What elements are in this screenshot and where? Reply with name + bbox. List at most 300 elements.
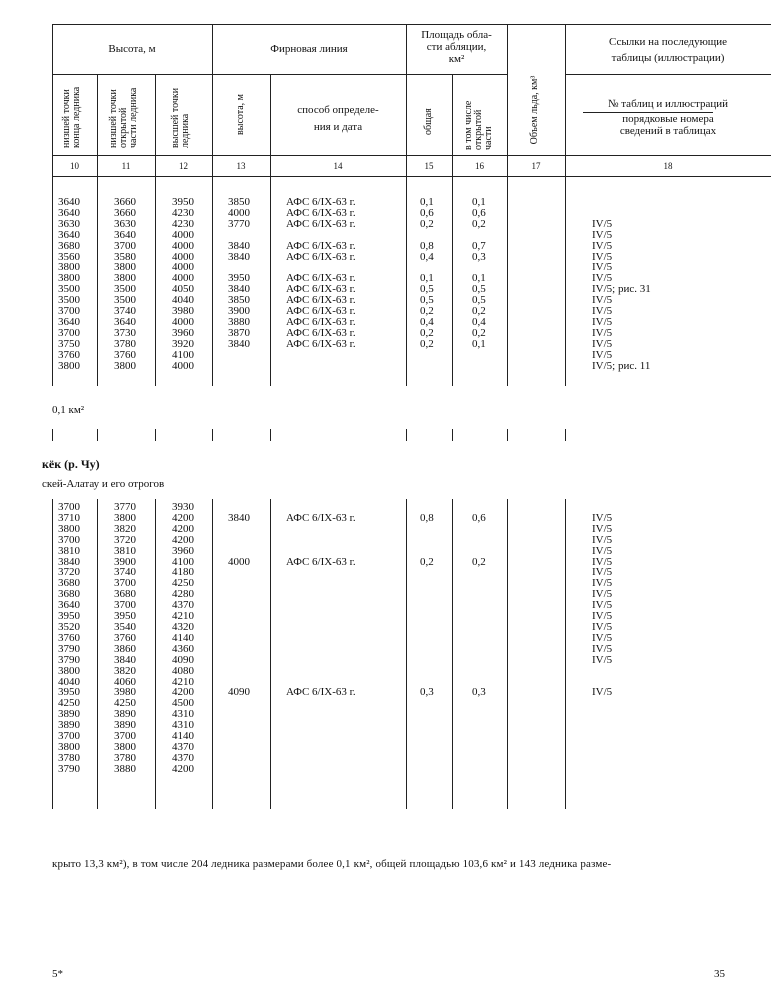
table-cell	[420, 698, 450, 709]
table-cell: АФС 6/IX-63 г.	[286, 196, 356, 208]
block2-divider-8	[507, 499, 508, 809]
table-cell: 3860	[114, 642, 136, 655]
table-cell: 3740	[114, 566, 136, 579]
table-cell: 4250	[172, 577, 194, 590]
table-cell: IV/5	[592, 686, 613, 699]
tick-9	[565, 429, 566, 441]
table-cell: 4000	[228, 555, 250, 568]
table-cell: IV/5; рис. 11	[592, 359, 651, 372]
header-top-rule	[52, 24, 771, 25]
table-cell: 4000	[172, 315, 194, 328]
table-cell: 3800	[114, 359, 136, 372]
block1-divider-5	[270, 176, 271, 386]
table-cell	[472, 666, 502, 677]
table-cell: 3800	[114, 261, 136, 274]
table-cell	[228, 535, 264, 546]
header-col14: способ определе- ния и дата	[297, 104, 379, 133]
table-cell	[286, 666, 401, 677]
table-cell: IV/5	[592, 631, 613, 644]
header-divider-8	[507, 24, 508, 176]
table-cell: 3700	[58, 501, 80, 513]
table-cell: 3980	[114, 686, 136, 699]
table-cell: 3780	[114, 337, 136, 350]
table-cell: 4230	[172, 217, 194, 230]
table-cell	[472, 622, 502, 633]
table-cell	[286, 589, 401, 600]
river-heading: кёк (р. Чу)	[42, 457, 100, 471]
colnum-13: 13	[236, 161, 246, 171]
table-cell: IV/5	[592, 250, 613, 263]
table-cell	[286, 230, 401, 241]
table-cell: 3640	[58, 206, 80, 219]
table-cell: 3770	[114, 501, 136, 513]
table-cell: 3850	[228, 196, 250, 208]
table-cell	[286, 535, 401, 546]
header-refs: Ссылки на последующие таблицы (иллюстрации)	[608, 36, 728, 64]
table-cell	[420, 546, 450, 557]
table-cell	[286, 698, 401, 709]
table-cell: IV/5	[592, 315, 613, 328]
table-cell: 3790	[58, 653, 80, 666]
colnum-15: 15	[424, 161, 434, 171]
table-cell: 0,4	[420, 250, 434, 263]
table-cell: 3720	[114, 533, 136, 546]
table-cell: 4000	[172, 261, 194, 274]
table-cell: 3700	[58, 326, 80, 339]
block2-divider-6	[406, 499, 407, 809]
table-cell: 4370	[172, 751, 194, 764]
block1-divider-4	[212, 176, 213, 386]
table-cell	[420, 567, 450, 578]
table-cell: 3500	[114, 294, 136, 307]
table-cell: 4250	[58, 697, 80, 710]
table-cell	[592, 666, 767, 677]
table-cell: 0,3	[472, 686, 486, 699]
table-cell: 3700	[114, 730, 136, 743]
tick-2	[97, 429, 98, 441]
table-cell: 3950	[58, 610, 80, 623]
table-cell: 4500	[172, 697, 194, 710]
table-cell: 3640	[58, 228, 80, 241]
table-cell: 3960	[172, 326, 194, 339]
table-cell	[592, 709, 767, 720]
table-cell	[472, 709, 502, 720]
header-col15: общая	[423, 108, 434, 135]
table-cell: 0,2	[472, 326, 486, 339]
table-cell	[472, 644, 502, 655]
table-cell: 0,8	[420, 239, 434, 252]
table-cell	[228, 350, 264, 361]
header-col10: низшей точки конца ледника	[61, 86, 82, 148]
table-cell: 3710	[58, 511, 80, 524]
table-cell: 0,2	[420, 217, 434, 230]
table-cell: 3630	[58, 217, 80, 230]
table-cell: АФС 6/IX-63 г.	[286, 206, 356, 219]
header-col18b: порядковые номера сведений в таблицах	[619, 113, 717, 137]
table-cell: IV/5	[592, 228, 613, 241]
block1-divider-2	[97, 176, 98, 386]
table-cell: 3840	[228, 337, 250, 350]
tick-3	[155, 429, 156, 441]
header-col13: высота, м	[235, 93, 246, 135]
table-cell	[228, 633, 264, 644]
table-cell: 0,2	[420, 337, 434, 350]
table-cell	[228, 578, 264, 589]
table-cell: АФС 6/IX-63 г.	[286, 511, 356, 524]
table-cell: 3640	[114, 315, 136, 328]
table-cell: 3790	[58, 642, 80, 655]
table-cell	[420, 720, 450, 731]
table-cell	[472, 350, 502, 361]
table-cell: IV/5	[592, 294, 613, 307]
table-cell: 4370	[172, 740, 194, 753]
table-cell	[472, 753, 502, 764]
table-cell: 4200	[172, 686, 194, 699]
header-col18a: № таблиц и иллюстраций	[608, 98, 728, 110]
table-cell: 0,5	[420, 294, 434, 307]
table-cell: 3730	[114, 326, 136, 339]
table-cell: IV/5	[592, 544, 613, 557]
table-cell: 3840	[228, 283, 250, 296]
tick-7	[452, 429, 453, 441]
table-cell: 4100	[172, 555, 194, 568]
header-volume: Объем льда, км³	[529, 75, 540, 145]
table-cell: 3780	[114, 751, 136, 764]
table-cell	[472, 567, 502, 578]
table-cell: 0,3	[472, 250, 486, 263]
block1-divider-9	[565, 176, 566, 386]
table-cell: 3850	[228, 294, 250, 307]
header-sub-rule-ablation	[406, 74, 507, 75]
table-cell: 4080	[172, 664, 194, 677]
table-cell	[472, 578, 502, 589]
table-cell: 4210	[172, 610, 194, 623]
table-cell: 3840	[228, 239, 250, 252]
table-cell: 3640	[58, 315, 80, 328]
table-cell: IV/5	[592, 566, 613, 579]
table-cell	[420, 350, 450, 361]
table-cell	[286, 546, 401, 557]
table-cell	[420, 764, 450, 775]
table-cell	[286, 611, 401, 622]
table-cell: 3890	[114, 719, 136, 732]
table-cell: 3660	[114, 206, 136, 219]
header-firn-line: Фирновая линия	[270, 43, 348, 55]
table-cell	[228, 698, 264, 709]
table-cell	[286, 644, 401, 655]
block1-col12	[172, 197, 208, 372]
table-cell: 4050	[172, 283, 194, 296]
table-cell: 3720	[58, 566, 80, 579]
table-cell: 0,6	[472, 206, 486, 219]
tick-6	[406, 429, 407, 441]
table-cell: 4210	[172, 675, 194, 688]
table-cell: 3950	[228, 272, 250, 285]
table-cell: IV/5	[592, 642, 613, 655]
table-cell	[472, 361, 502, 372]
block1-col18	[592, 197, 767, 372]
table-cell	[286, 578, 401, 589]
table-cell: 3810	[58, 544, 80, 557]
table-cell: 3770	[228, 217, 250, 230]
header-sub-rule-refs	[565, 74, 771, 75]
table-cell: 3980	[172, 305, 194, 318]
table-cell: IV/5	[592, 326, 613, 339]
table-cell: IV/5	[592, 610, 613, 623]
table-cell: 0,1	[420, 196, 434, 208]
table-cell	[472, 535, 502, 546]
block2-col14	[286, 502, 401, 775]
table-cell: 4200	[172, 762, 194, 775]
table-cell	[592, 764, 767, 775]
block2-col16	[472, 502, 502, 775]
table-cell	[286, 361, 401, 372]
table-cell: 4000	[172, 228, 194, 241]
table-cell: IV/5	[592, 555, 613, 568]
table-cell: 4360	[172, 642, 194, 655]
table-cell: АФС 6/IX-63 г.	[286, 250, 356, 263]
table-cell: 3540	[114, 620, 136, 633]
table-cell: IV/5	[592, 261, 613, 274]
table-cell: 3800	[114, 272, 136, 285]
table-cell	[472, 600, 502, 611]
table-cell: 3840	[228, 250, 250, 263]
table-cell: 3820	[114, 664, 136, 677]
table-cell	[420, 589, 450, 600]
colnum-17: 17	[531, 161, 541, 171]
table-cell: 3680	[58, 577, 80, 590]
table-cell	[228, 589, 264, 600]
table-cell	[228, 524, 264, 535]
block2-divider-4	[212, 499, 213, 809]
table-cell	[420, 742, 450, 753]
block1-divider-1	[52, 176, 53, 386]
table-cell: IV/5	[592, 217, 613, 230]
table-cell: 3760	[114, 348, 136, 361]
table-cell: 3890	[58, 708, 80, 721]
table-cell	[228, 709, 264, 720]
block1-col11	[114, 197, 150, 372]
table-cell	[228, 655, 264, 666]
table-cell: 3640	[58, 599, 80, 612]
table-cell	[592, 731, 767, 742]
table-cell: 3500	[58, 294, 80, 307]
table-cell: 0,7	[472, 239, 486, 252]
block2-col11	[114, 502, 150, 775]
table-cell: 0,1	[472, 196, 486, 208]
table-cell	[286, 600, 401, 611]
table-cell: 0,1	[472, 337, 486, 350]
table-cell	[228, 611, 264, 622]
tick-4	[212, 429, 213, 441]
table-cell: 0,5	[472, 283, 486, 296]
colnum-11: 11	[121, 161, 131, 171]
table-cell: 0,6	[472, 511, 486, 524]
table-cell: IV/5	[592, 272, 613, 285]
colnum-14: 14	[333, 161, 343, 171]
table-cell	[472, 611, 502, 622]
table-cell: АФС 6/IX-63 г.	[286, 686, 356, 699]
table-cell	[420, 361, 450, 372]
table-cell: 4090	[172, 653, 194, 666]
block2-col18	[592, 502, 767, 775]
table-cell	[228, 742, 264, 753]
table-cell: АФС 6/IX-63 г.	[286, 315, 356, 328]
table-cell	[228, 567, 264, 578]
table-cell: 4000	[172, 239, 194, 252]
table-cell: 3900	[228, 305, 250, 318]
table-cell: 4320	[172, 620, 194, 633]
table-cell	[420, 230, 450, 241]
block2-divider-7	[452, 499, 453, 809]
table-cell: IV/5	[592, 511, 613, 524]
table-cell: АФС 6/IX-63 г.	[286, 305, 356, 318]
table-cell: 0,2	[472, 217, 486, 230]
table-cell: 0,2	[472, 555, 486, 568]
table-cell: IV/5	[592, 522, 613, 535]
block2-col12	[172, 502, 208, 775]
table-cell: 4090	[228, 686, 250, 699]
block1-divider-6	[406, 176, 407, 386]
table-cell	[420, 709, 450, 720]
header-ablation: Площадь обла- сти абляции, км²	[421, 29, 492, 65]
table-cell: IV/5	[592, 577, 613, 590]
table-cell: 3890	[114, 708, 136, 721]
table-cell	[286, 731, 401, 742]
table-cell: 3800	[58, 664, 80, 677]
table-cell	[286, 350, 401, 361]
table-cell	[592, 753, 767, 764]
table-cell: IV/5	[592, 533, 613, 546]
table-cell: 0,2	[420, 326, 434, 339]
table-cell: 3880	[228, 315, 250, 328]
table-cell	[420, 611, 450, 622]
table-cell: 3800	[114, 511, 136, 524]
table-cell	[592, 742, 767, 753]
table-cell: 4230	[172, 206, 194, 219]
block1-divider-3	[155, 176, 156, 386]
table-cell: 3960	[172, 544, 194, 557]
table-cell: 3500	[58, 283, 80, 296]
table-cell	[472, 731, 502, 742]
table-cell: 4140	[172, 631, 194, 644]
table-cell: 3740	[114, 305, 136, 318]
table-cell: 3950	[172, 196, 194, 208]
table-cell: 0,8	[420, 511, 434, 524]
table-cell: 4200	[172, 522, 194, 535]
table-cell: 3580	[114, 250, 136, 263]
table-cell: 0,4	[420, 315, 434, 328]
table-cell	[286, 567, 401, 578]
block1-divider-8	[507, 176, 508, 386]
block2-divider-1	[52, 499, 53, 809]
table-cell	[228, 546, 264, 557]
table-cell: 4370	[172, 599, 194, 612]
table-cell	[228, 764, 264, 775]
table-cell	[420, 731, 450, 742]
table-cell: 3680	[58, 239, 80, 252]
table-cell: IV/5	[592, 620, 613, 633]
table-cell: 3800	[114, 740, 136, 753]
table-cell: 3760	[58, 631, 80, 644]
table-cell: IV/5; рис. 31	[592, 283, 651, 296]
table-cell	[592, 502, 767, 513]
block2-divider-5	[270, 499, 271, 809]
area-note: 0,1 км²	[52, 404, 85, 416]
table-cell: 3700	[114, 577, 136, 590]
table-cell	[472, 524, 502, 535]
block1-col13	[228, 197, 264, 372]
table-cell: 3800	[58, 522, 80, 535]
table-cell: 3820	[114, 522, 136, 535]
table-cell: АФС 6/IX-63 г.	[286, 555, 356, 568]
table-cell: 3700	[114, 239, 136, 252]
table-cell: 3800	[58, 272, 80, 285]
table-cell: 3700	[58, 533, 80, 546]
header-height: Высота, м	[108, 43, 156, 55]
table-cell	[420, 633, 450, 644]
table-cell: 3560	[58, 250, 80, 263]
colnum-18: 18	[663, 161, 673, 171]
table-cell: 0,5	[420, 283, 434, 296]
block1-col16	[472, 197, 502, 372]
table-cell	[592, 720, 767, 731]
table-cell: 3660	[114, 196, 136, 208]
table-cell	[286, 720, 401, 731]
header-col16: в том числе открытой части	[463, 100, 494, 150]
table-cell: 4250	[114, 697, 136, 710]
table-cell	[472, 546, 502, 557]
colnum-12: 12	[179, 161, 188, 171]
table-cell: 0,2	[420, 555, 434, 568]
table-cell: АФС 6/IX-63 г.	[286, 272, 356, 285]
colnum-16: 16	[475, 161, 484, 171]
table-cell	[228, 731, 264, 742]
table-cell: 4100	[172, 348, 194, 361]
table-cell: АФС 6/IX-63 г.	[286, 294, 356, 307]
table-cell: 3760	[58, 348, 80, 361]
table-cell: 3700	[58, 305, 80, 318]
table-cell: 3800	[58, 740, 80, 753]
table-cell: АФС 6/IX-63 г.	[286, 283, 356, 296]
table-cell: 4140	[172, 730, 194, 743]
table-cell: 3870	[228, 326, 250, 339]
table-cell: IV/5	[592, 305, 613, 318]
table-cell: 0,2	[472, 305, 486, 318]
table-cell	[286, 633, 401, 644]
table-cell	[472, 764, 502, 775]
tick-1	[52, 429, 53, 441]
block2-divider-3	[155, 499, 156, 809]
table-cell: 4280	[172, 588, 194, 601]
table-cell	[420, 655, 450, 666]
table-cell	[472, 230, 502, 241]
table-cell	[472, 698, 502, 709]
block2-col13	[228, 502, 264, 775]
table-cell	[286, 709, 401, 720]
block1-divider-7	[452, 176, 453, 386]
table-cell	[420, 622, 450, 633]
table-cell	[472, 655, 502, 666]
table-cell: 4310	[172, 708, 194, 721]
table-cell: 3500	[114, 283, 136, 296]
table-cell: 3760	[114, 631, 136, 644]
table-cell: 3810	[114, 544, 136, 557]
table-cell: 3700	[58, 730, 80, 743]
block1-col10	[58, 197, 94, 372]
table-cell	[286, 742, 401, 753]
table-cell: 0,3	[420, 686, 434, 699]
